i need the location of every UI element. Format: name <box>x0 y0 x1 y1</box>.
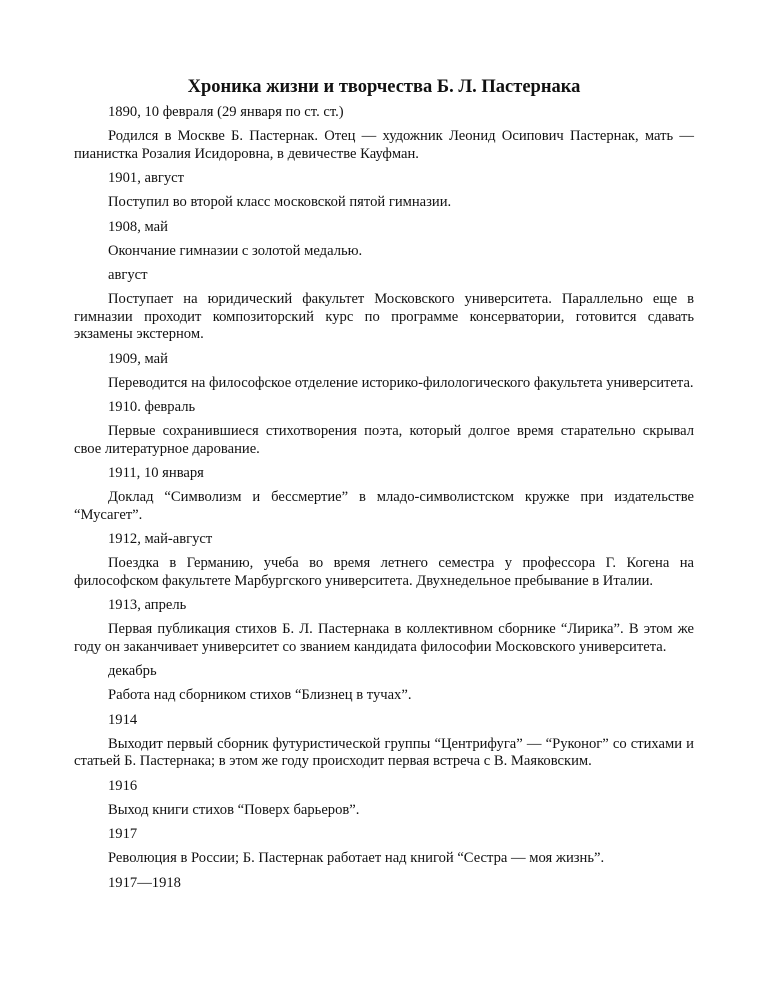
entry-date: 1916 <box>108 777 138 794</box>
chronicle-entry-1908-may <box>74 217 694 261</box>
entry-date: 1911, 10 января <box>108 465 204 481</box>
entry-text: Поступает на юридический факультет Московского университета. Параллельно еще в гимназии проходит композиторский курс по программе консерватории, готовится сдавать экзамены экстерном. <box>74 291 694 342</box>
entry-date: 1901, август <box>108 170 184 186</box>
entry-text: Выход книги стихов “Поверх барьеров”. <box>108 801 360 818</box>
page-title: Хроника жизни и творчества Б. Л. Пастернака <box>187 77 581 97</box>
entry-date: 1913, апрель <box>108 597 187 613</box>
chronicle-entry-1890 <box>74 102 694 163</box>
entry-date: 1890, 10 февраля (29 января по ст. ст.) <box>108 104 344 120</box>
entry-text: Поступил во второй класс московской пятой гимназии. <box>108 194 452 210</box>
entry-text: Первые сохранившиеся стихотворения поэта, который долгое время старательно скрывал свое литературное дарование. <box>74 423 694 457</box>
chronicle-entry-1910 <box>74 397 694 458</box>
chronicle-entry-1914 <box>74 710 694 771</box>
entry-text: Выходит первый сборник футуристической группы “Центрифуга” — “Руконог” со стихами и статьей Б. Пастернака; в этом же году происходит первая встреча с В. Маяковским. <box>74 735 694 769</box>
entry-date: 1909, май <box>108 350 168 367</box>
entry-text: Доклад “Символизм и бессмертие” в младо-символистском кружке при издательстве “Мусагет”. <box>74 489 694 523</box>
chronicle-entry-1917 <box>74 824 694 868</box>
entry-text: Поездка в Германию, учеба во время летнего семестра у профессора Г. Когена на философском факультете Марбургского университета. Двухнедельное пребывание в Италии. <box>74 555 694 589</box>
entry-text: Окончание гимназии с золотой медалью. <box>108 242 363 259</box>
chronicle-entry-1901 <box>74 168 694 212</box>
entry-date: 1908, май <box>108 218 168 235</box>
entry-text: Родился в Москве Б. Пастернак. Отец — художник Леонид Осипович Пастернак, мать — пианистка Розалия Исидоровна, в девичестве Кауфман. <box>74 128 694 162</box>
chronicle-entry-1911 <box>74 463 694 524</box>
entry-date: 1917 <box>108 826 138 842</box>
chronicle-entry-1908-august <box>74 265 694 344</box>
chronicle-entry-1917-1918 <box>74 873 694 894</box>
entry-date: 1910. февраль <box>108 399 196 415</box>
chronicle-entry-1916 <box>74 776 694 820</box>
entry-date: декабрь <box>108 663 157 679</box>
entry-text: Переводится на философское отделение историко-филологического факультета университета. <box>108 374 694 391</box>
chronicle-entry-1913-december <box>74 661 694 705</box>
entry-text: Работа над сборником стихов “Близнец в тучах”. <box>108 687 412 703</box>
chronicle-entry-1913-april <box>74 595 694 656</box>
entry-date: 1912, май-август <box>108 531 213 547</box>
entry-text: Первая публикация стихов Б. Л. Пастернака в коллективном сборнике “Лирика”. В этом же году он заканчивает университет со званием кандидата философии Московского университета. <box>74 621 694 655</box>
chronicle-entry-1909 <box>74 349 694 393</box>
entry-text: Революция в России; Б. Пастернак работает над книгой “Сестра — моя жизнь”. <box>108 850 605 866</box>
entry-date: август <box>108 267 148 283</box>
entry-date: 1917—1918 <box>108 874 181 891</box>
entry-date: 1914 <box>108 711 138 728</box>
chronicle-entry-1912 <box>74 529 694 590</box>
